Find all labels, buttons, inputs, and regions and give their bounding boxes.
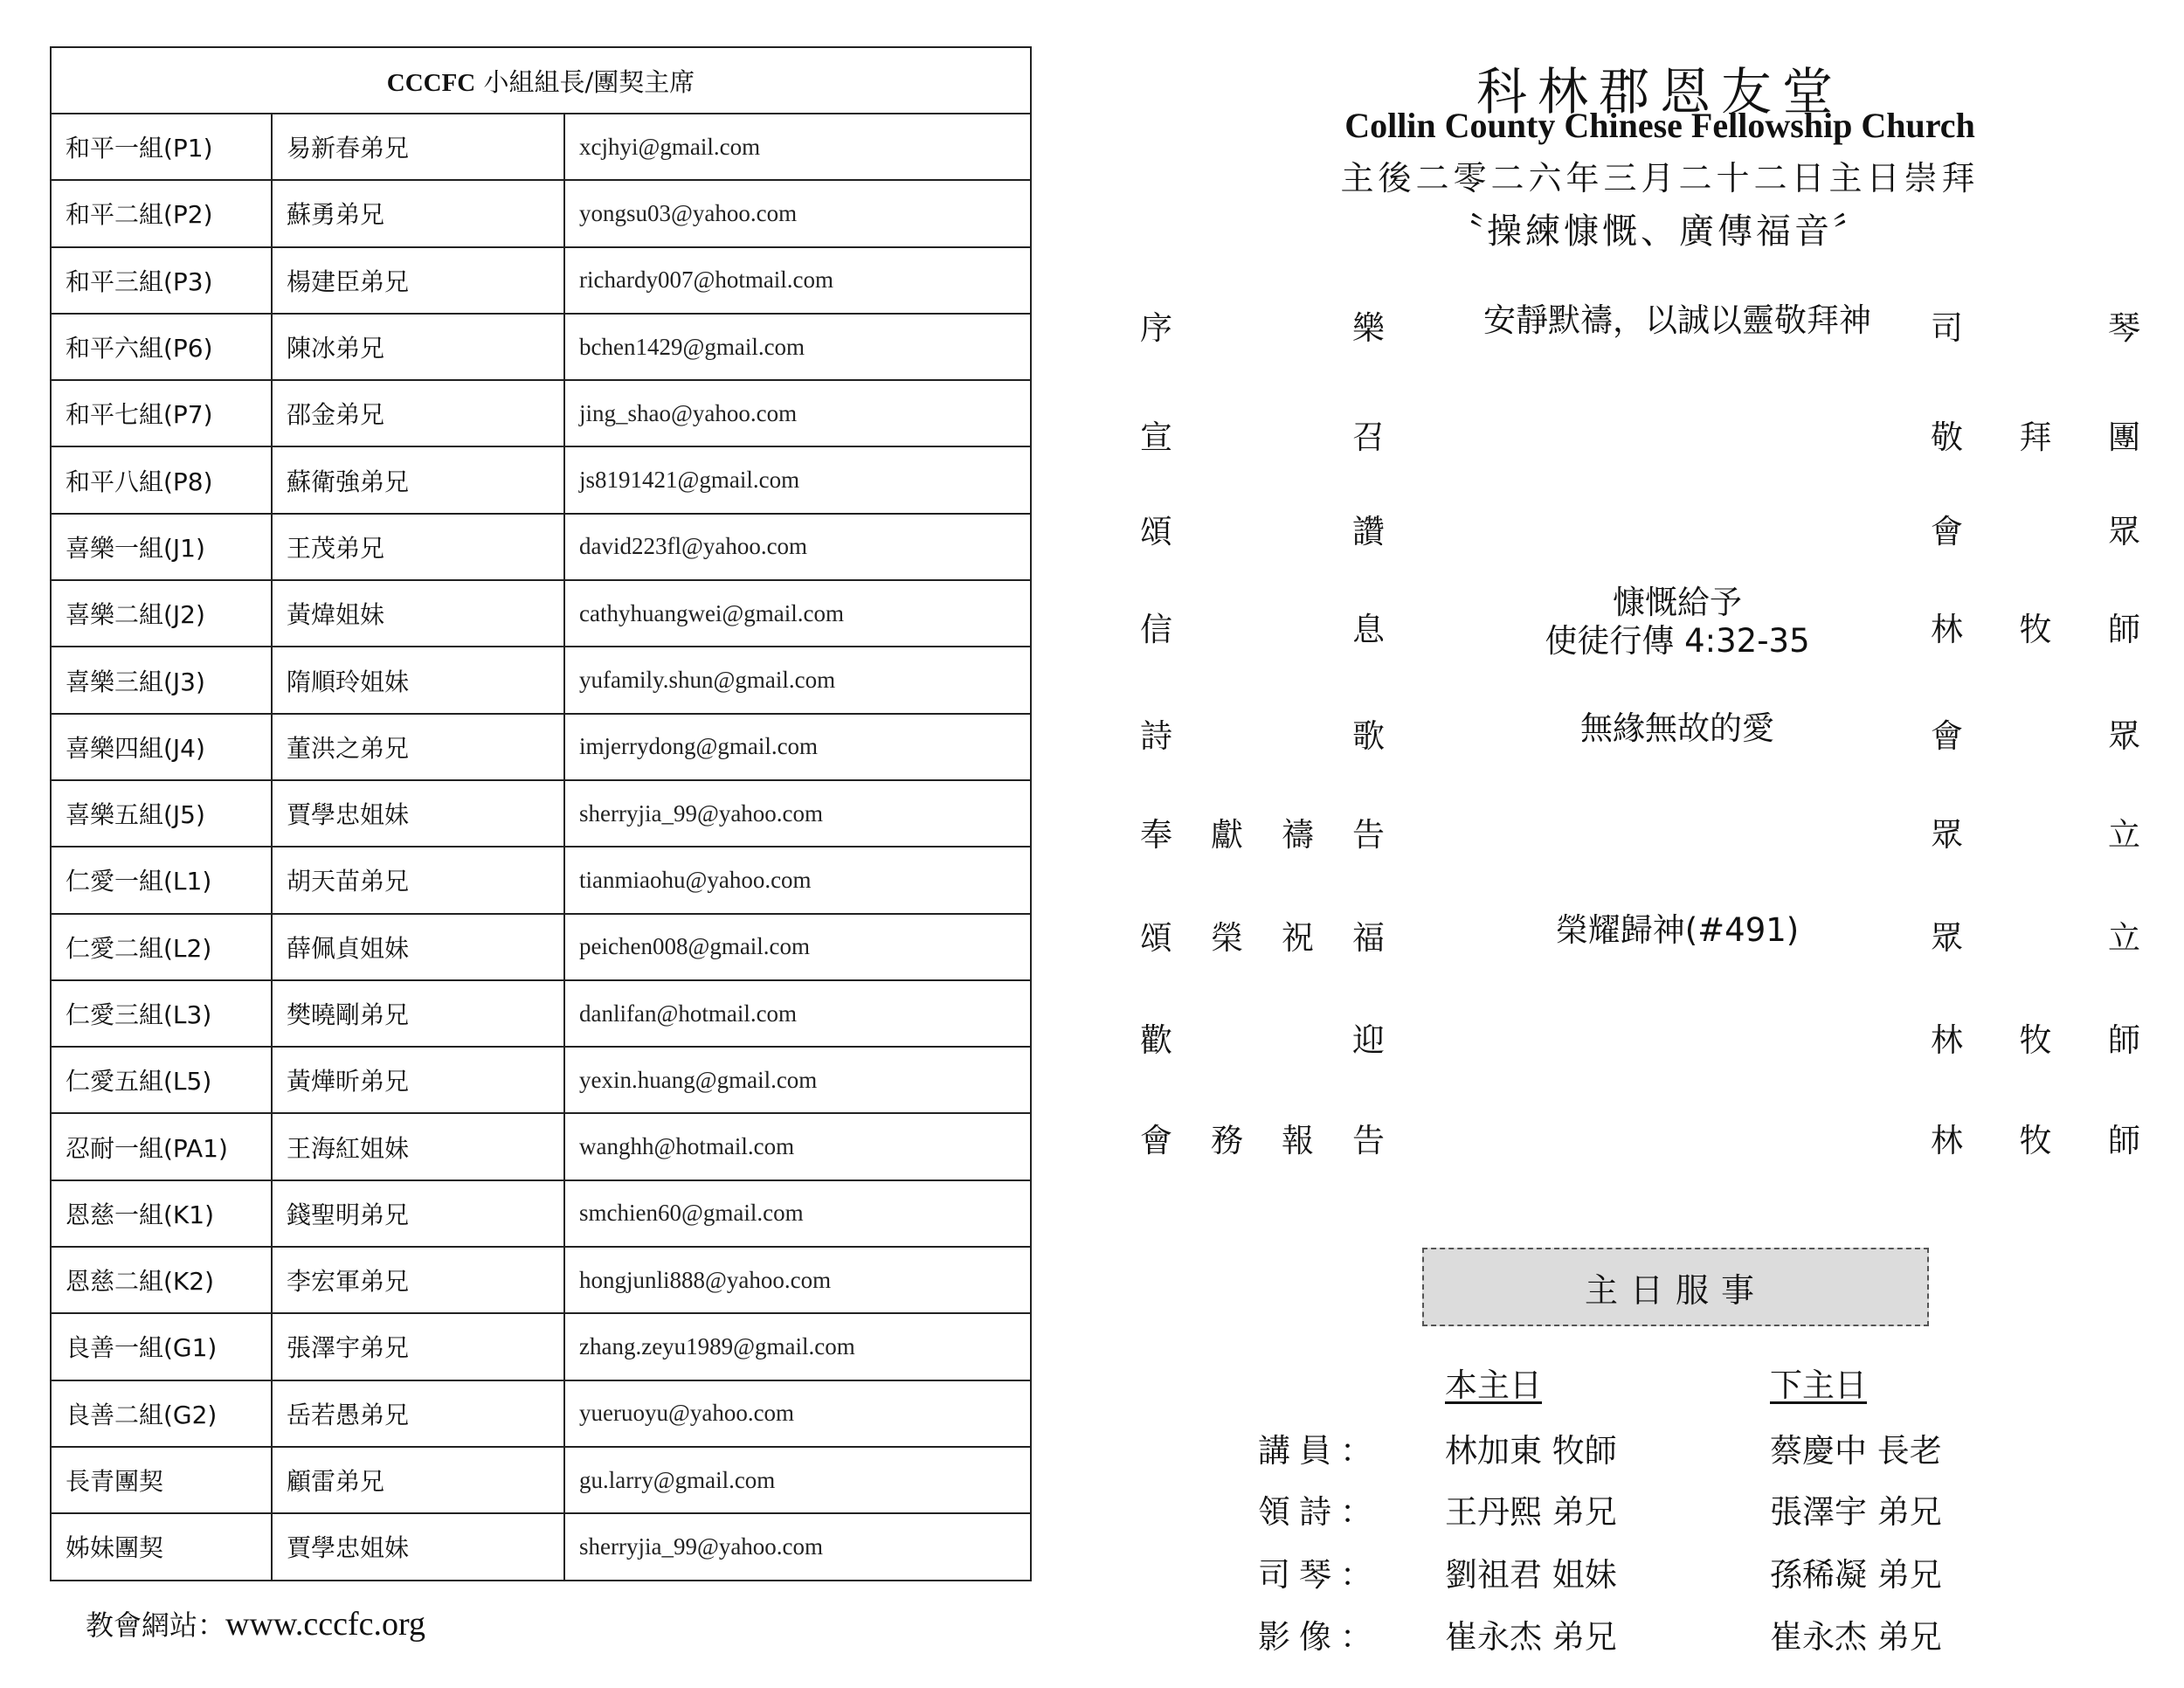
email-cell[interactable]: sherryjia_99@yahoo.com — [564, 780, 1031, 847]
table-row — [51, 514, 1031, 580]
group-cell: 長青團契 — [51, 1447, 272, 1513]
table-row — [51, 180, 1031, 246]
duty-role: 影像： — [1258, 1618, 1381, 1656]
service-date: 主後二零二六年三月二十二日主日崇拜 — [1340, 159, 1980, 197]
group-cell: 恩慈一組(K1) — [51, 1180, 272, 1247]
leader-cell: 錢聖明弟兄 — [272, 1180, 564, 1247]
order-item-char: 頌 — [1140, 919, 1172, 957]
order-person-char: 眾 — [2108, 717, 2140, 755]
table-row — [51, 1180, 1031, 1247]
order-item-char: 信 — [1140, 611, 1172, 648]
order-person-char: 立 — [2108, 816, 2140, 854]
order-content-line: 使徒行傳 4:32-35 — [1545, 622, 1810, 660]
order-item-person — [1931, 911, 2140, 958]
table-title-zh: 小組組長/團契主席 — [483, 66, 695, 97]
table-row — [51, 1047, 1031, 1113]
table-row — [51, 780, 1031, 847]
order-item-name — [1140, 709, 1385, 757]
leader-cell: 胡天苗弟兄 — [272, 847, 564, 913]
leader-cell: 薛佩貞姐妹 — [272, 914, 564, 980]
group-cell: 喜樂一組(J1) — [51, 514, 272, 580]
order-person-char: 師 — [2108, 1122, 2140, 1159]
leader-cell: 蘇勇弟兄 — [272, 180, 564, 246]
order-person-char: 林 — [1931, 611, 1963, 648]
order-item — [1140, 1114, 2145, 1184]
email-cell[interactable]: hongjunli888@yahoo.com — [564, 1247, 1031, 1313]
email-cell[interactable]: imjerrydong@gmail.com — [564, 714, 1031, 780]
order-person-char: 牧 — [2019, 1021, 2052, 1059]
order-person-char: 林 — [1931, 1021, 1963, 1059]
order-person-char: 眾 — [1931, 919, 1963, 957]
order-item-char: 歡 — [1140, 1021, 1172, 1059]
order-person-char: 會 — [1931, 513, 1963, 550]
leader-cell: 邵金弟兄 — [272, 380, 564, 446]
order-item-name — [1140, 911, 1385, 958]
leader-cell: 董洪之弟兄 — [272, 714, 564, 780]
duty-role: 司琴： — [1258, 1556, 1381, 1594]
group-cell: 恩慈二組(K2) — [51, 1247, 272, 1313]
duty-current: 王丹熙 弟兄 — [1445, 1493, 1617, 1531]
table-row — [51, 380, 1031, 446]
order-item-person — [1931, 709, 2140, 757]
duty-title: 主日服事 — [1422, 1248, 1929, 1326]
email-cell[interactable]: danlifan@hotmail.com — [564, 980, 1031, 1047]
duty-current: 崔永杰 弟兄 — [1445, 1618, 1617, 1656]
table-title — [51, 47, 1031, 114]
leader-cell: 陳冰弟兄 — [272, 314, 564, 380]
email-cell[interactable]: cathyhuangwei@gmail.com — [564, 580, 1031, 647]
group-cell: 良善二組(G2) — [51, 1380, 272, 1447]
order-item-char: 會 — [1140, 1122, 1172, 1159]
order-item-content — [1428, 584, 1926, 661]
email-cell[interactable]: smchien60@gmail.com — [564, 1180, 1031, 1247]
order-item-name — [1140, 1114, 1385, 1161]
order-item-name — [1140, 808, 1385, 855]
order-person-char: 司 — [1931, 309, 1963, 347]
order-item — [1140, 584, 2145, 673]
order-item-char: 召 — [1352, 419, 1385, 456]
order-person-char: 立 — [2108, 919, 2140, 957]
group-cell: 仁愛三組(L3) — [51, 980, 272, 1047]
group-cell: 和平六組(P6) — [51, 314, 272, 380]
duty-next: 蔡慶中 長老 — [1770, 1432, 1942, 1470]
table-row — [51, 314, 1031, 380]
group-cell: 和平三組(P3) — [51, 247, 272, 314]
order-content-line: 榮耀歸神(#491) — [1555, 911, 1800, 949]
group-cell: 和平二組(P2) — [51, 180, 272, 246]
leader-cell: 黃煒姐妹 — [272, 580, 564, 647]
order-item-char: 頌 — [1140, 513, 1172, 550]
order-item-name — [1140, 505, 1385, 552]
duty-current: 劉祖君 姐妹 — [1445, 1556, 1617, 1594]
table-row — [51, 847, 1031, 913]
next-week-heading: 下主日 — [1770, 1366, 1867, 1404]
order-person-char: 師 — [2108, 611, 2140, 648]
order-item-char: 福 — [1352, 919, 1385, 957]
service-theme: 〝操練慷慨、廣傳福音〞 — [1448, 211, 1871, 252]
table-row — [51, 114, 1031, 180]
email-cell[interactable]: tianmiaohu@yahoo.com — [564, 847, 1031, 913]
order-item-char: 讚 — [1352, 513, 1385, 550]
table-row — [51, 580, 1031, 647]
order-item-char: 宣 — [1140, 419, 1172, 456]
table-row — [51, 1113, 1031, 1180]
order-item-name — [1140, 603, 1385, 650]
email-cell[interactable]: richardy007@hotmail.com — [564, 247, 1031, 314]
group-cell: 姊妹團契 — [51, 1513, 272, 1580]
email-cell[interactable]: js8191421@gmail.com — [564, 446, 1031, 513]
leader-cell: 楊建臣弟兄 — [272, 247, 564, 314]
order-content-line: 安靜默禱，以誠以靈敬拜神 — [1483, 301, 1871, 339]
order-item-person — [1931, 411, 2140, 458]
leader-cell: 易新春弟兄 — [272, 114, 564, 180]
leader-cell: 樊曉剛弟兄 — [272, 980, 564, 1047]
order-item-char: 報 — [1282, 1122, 1314, 1159]
order-person-char: 林 — [1931, 1122, 1963, 1159]
order-item-name — [1140, 301, 1385, 349]
leader-cell: 隋順玲姐妹 — [272, 647, 564, 713]
duty-role: 講員： — [1258, 1432, 1381, 1470]
order-item-char: 息 — [1352, 611, 1385, 648]
group-cell: 喜樂四組(J4) — [51, 714, 272, 780]
group-cell: 和平一組(P1) — [51, 114, 272, 180]
table-row — [51, 446, 1031, 513]
order-item-content — [1428, 709, 1926, 748]
group-cell: 喜樂三組(J3) — [51, 647, 272, 713]
leader-cell: 王海紅姐妹 — [272, 1113, 564, 1180]
order-item-person — [1931, 505, 2140, 552]
order-content-line: 無緣無故的愛 — [1580, 709, 1774, 747]
table-row — [51, 1247, 1031, 1313]
email-cell[interactable]: zhang.zeyu1989@gmail.com — [564, 1313, 1031, 1380]
duty-current: 林加東 牧師 — [1445, 1432, 1617, 1470]
order-item-char: 奉 — [1140, 816, 1172, 854]
table-row — [51, 1513, 1031, 1580]
group-cell: 忍耐一組(PA1) — [51, 1113, 272, 1180]
leader-cell: 賈學忠姐妹 — [272, 1513, 564, 1580]
leader-cell: 賈學忠姐妹 — [272, 780, 564, 847]
order-item-char: 榮 — [1211, 919, 1243, 957]
duty-next: 崔永杰 弟兄 — [1770, 1618, 1942, 1656]
leaders-table — [50, 46, 1032, 1581]
duty-row — [1258, 1485, 2044, 1546]
leader-cell: 蘇衛強弟兄 — [272, 446, 564, 513]
leader-cell: 王茂弟兄 — [272, 514, 564, 580]
order-item-char: 禱 — [1282, 816, 1314, 854]
email-cell[interactable]: yongsu03@yahoo.com — [564, 180, 1031, 246]
order-item — [1140, 709, 2145, 779]
order-person-char: 團 — [2108, 419, 2140, 456]
order-person-char: 琴 — [2108, 309, 2140, 347]
order-item-char: 祝 — [1282, 919, 1314, 957]
email-cell[interactable]: gu.larry@gmail.com — [564, 1447, 1031, 1513]
order-item-char: 樂 — [1352, 309, 1385, 347]
order-item-char: 序 — [1140, 309, 1172, 347]
order-item-person — [1931, 1013, 2140, 1061]
leader-cell: 李宏軍弟兄 — [272, 1247, 564, 1313]
order-item-name — [1140, 411, 1385, 458]
group-cell: 和平八組(P8) — [51, 446, 272, 513]
order-item — [1140, 301, 2145, 371]
duty-role: 領詩： — [1258, 1493, 1381, 1531]
email-cell[interactable]: yueruoyu@yahoo.com — [564, 1380, 1031, 1447]
duty-row — [1258, 1610, 2044, 1671]
table-body — [51, 114, 1031, 1581]
order-content-line: 慷慨給予 — [1613, 584, 1742, 621]
email-cell[interactable]: jing_shao@yahoo.com — [564, 380, 1031, 446]
duty-row — [1258, 1424, 2044, 1485]
order-item-content — [1428, 911, 1926, 950]
this-week-heading: 本主日 — [1445, 1366, 1542, 1404]
group-cell: 良善一組(G1) — [51, 1313, 272, 1380]
order-item — [1140, 1013, 2145, 1083]
email-cell[interactable]: yexin.huang@gmail.com — [564, 1047, 1031, 1113]
order-person-char: 牧 — [2019, 1122, 2052, 1159]
table-row — [51, 914, 1031, 980]
order-person-char: 會 — [1931, 717, 1963, 755]
table-row — [51, 1380, 1031, 1447]
email-cell[interactable]: bchen1429@gmail.com — [564, 314, 1031, 380]
group-cell: 喜樂二組(J2) — [51, 580, 272, 647]
order-item-char: 告 — [1352, 1122, 1385, 1159]
duty-next: 孫稀凝 弟兄 — [1770, 1556, 1942, 1594]
order-person-char: 拜 — [2019, 419, 2052, 456]
website-url[interactable]: www.cccfc.org — [225, 1606, 425, 1643]
duty-next: 張澤宇 弟兄 — [1770, 1493, 1942, 1531]
order-item-char: 歌 — [1352, 717, 1385, 755]
order-person-char: 眾 — [1931, 816, 1963, 854]
email-cell[interactable]: xcjhyi@gmail.com — [564, 114, 1031, 180]
order-item — [1140, 505, 2145, 575]
email-cell[interactable]: yufamily.shun@gmail.com — [564, 647, 1031, 713]
order-item-char: 迎 — [1352, 1021, 1385, 1059]
table-row — [51, 247, 1031, 314]
email-cell[interactable]: wanghh@hotmail.com — [564, 1113, 1031, 1180]
leader-cell: 顧雷弟兄 — [272, 1447, 564, 1513]
order-item-person — [1931, 603, 2140, 650]
table-row — [51, 1447, 1031, 1513]
table-row — [51, 1313, 1031, 1380]
church-name-zh: 科林郡恩友堂 — [1476, 62, 1843, 121]
order-item — [1140, 911, 2145, 981]
email-cell[interactable]: sherryjia_99@yahoo.com — [564, 1513, 1031, 1580]
website-label: 教會網站： — [86, 1608, 226, 1642]
table-row — [51, 647, 1031, 713]
order-item-char: 詩 — [1140, 717, 1172, 755]
order-item-person — [1931, 1114, 2140, 1161]
group-cell: 仁愛二組(L2) — [51, 914, 272, 980]
order-item — [1140, 411, 2145, 481]
church-website — [86, 1603, 425, 1643]
group-cell: 仁愛五組(L5) — [51, 1047, 272, 1113]
group-cell: 和平七組(P7) — [51, 380, 272, 446]
leader-cell: 黃燁昕弟兄 — [272, 1047, 564, 1113]
order-item-char: 告 — [1352, 816, 1385, 854]
table-row — [51, 714, 1031, 780]
order-item-name — [1140, 1013, 1385, 1061]
order-item-person — [1931, 301, 2140, 349]
order-item-char: 獻 — [1211, 816, 1243, 854]
table-title-en: CCCFC — [386, 68, 476, 97]
group-cell: 喜樂五組(J5) — [51, 780, 272, 847]
leader-cell: 張澤宇弟兄 — [272, 1313, 564, 1380]
table-header-row — [51, 47, 1031, 114]
order-item-char: 務 — [1211, 1122, 1243, 1159]
church-name-en: Collin County Chinese Fellowship Church — [1344, 106, 1975, 145]
order-item-person — [1931, 808, 2140, 855]
group-cell: 仁愛一組(L1) — [51, 847, 272, 913]
order-person-char: 敬 — [1931, 419, 1963, 456]
table-row — [51, 980, 1031, 1047]
order-person-char: 眾 — [2108, 513, 2140, 550]
email-cell[interactable]: peichen008@gmail.com — [564, 914, 1031, 980]
order-item-content — [1428, 301, 1926, 340]
email-cell[interactable]: david223fl@yahoo.com — [564, 514, 1031, 580]
duty-row — [1258, 1548, 2044, 1609]
leader-cell: 岳若愚弟兄 — [272, 1380, 564, 1447]
order-person-char: 牧 — [2019, 611, 2052, 648]
order-person-char: 師 — [2108, 1021, 2140, 1059]
order-item — [1140, 808, 2145, 878]
